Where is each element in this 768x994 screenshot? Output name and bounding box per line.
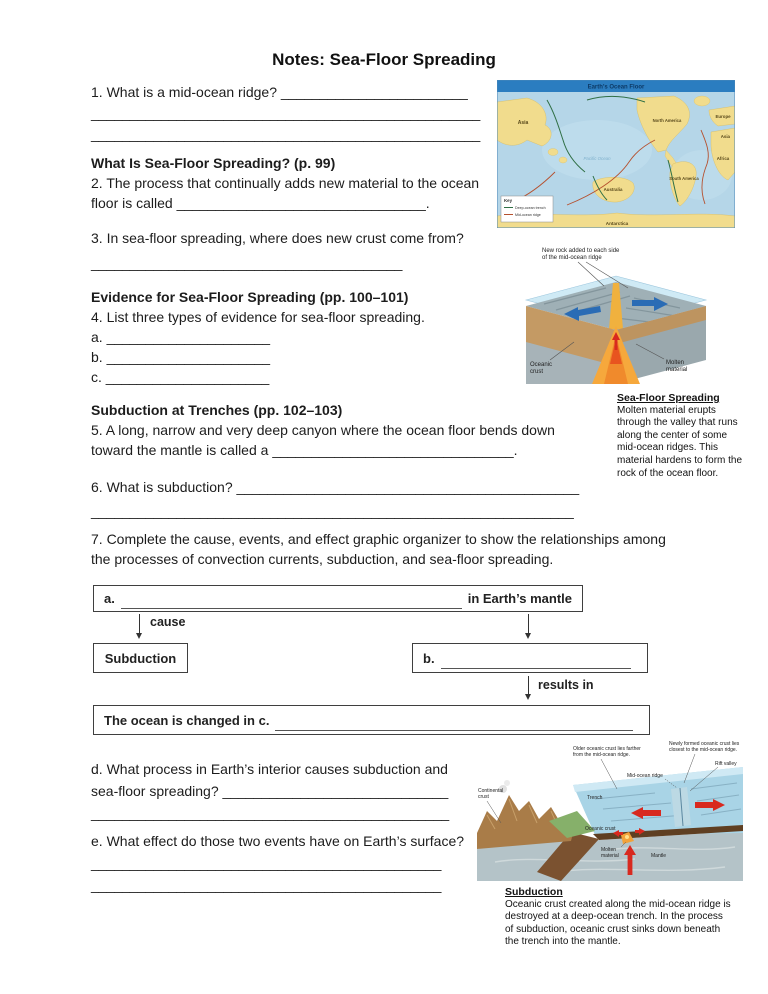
map-sea-shading [542,120,652,180]
arrow-down-icon [528,676,529,697]
question-5-text: 5. A long, narrow and very deep canyon where the ocean floor bends down [91,422,555,438]
map-label-north-america: North America [652,118,682,123]
question-3-text: 3. In sea-floor spreading, where does new crust come from? [91,230,464,246]
label-oceanic-crust: Oceanic crust [585,826,616,832]
label-oceanic-crust: Oceanic [530,362,553,368]
map-land-greenland [694,96,710,106]
sea-floor-spreading-figure [516,242,718,392]
map-key-ridge-label: Mid-ocean ridge [515,213,541,217]
map-key-title: Key [504,198,513,203]
question-4-text: 4. List three types of evidence for sea-floor spreading. [91,309,425,325]
label-older-crust: Older oceanic crust lies farther [573,746,641,752]
section-what-is-sfs [91,153,479,213]
blank-line [441,656,631,669]
map-label-asia-east: Asia [720,134,730,139]
organizer-subduction-label: Subduction [104,650,177,666]
map-label-europe: Europe [715,114,731,119]
subduction-diagram [475,737,749,883]
question-1-text: 1. What is a mid-ocean ridge? ________________________ [91,84,468,100]
question-1 [91,82,480,145]
page-title: Notes: Sea-Floor Spreading [272,50,496,69]
question-1-blank-line: __________________________________________________ [91,105,481,121]
map-label-pacific-ocean: Pacific Ocean [583,156,611,161]
section-subduction [91,400,555,460]
question-4-item-b: b. _____________________ [91,349,271,365]
question-7-text: 7. Complete the cause, events, and effect graphic organizer to show the relationships among [91,531,666,547]
map-key-trench-label: Deep-ocean trench [515,206,546,210]
label-older-crust: from the mid-ocean ridge. [573,752,630,758]
ocean-floor-map [497,80,735,228]
label-trench: Trench [587,795,603,801]
map-label-asia-west: Asia [517,120,529,126]
label-continental-crust: Continental [478,788,504,794]
map-label-south-america: South America [669,176,699,181]
label-mantle: Mantle [651,853,667,859]
map-label-australia: Australia [603,187,623,192]
question-d-text: sea-floor spreading? _____________________________ [91,783,449,799]
question-4-item-c: c. _____________________ [91,369,270,385]
organizer-box-a-suffix: in Earth’s mantle [467,591,572,606]
caption-body: Oceanic crust created along the mid-ocean ridge is destroyed at a deep-ocean trench. In the process of subduction, oceanic crust sinks down beneath the trench into the mantle. [505,898,731,948]
cause-label: cause [150,615,186,629]
caption-title: Sea-Floor Spreading [617,392,720,404]
arrow-down-icon [528,614,529,636]
label-oceanic-crust: crust [530,369,544,375]
question-3-blank-line: ________________________________________ [91,255,403,271]
map-label-africa: Africa [716,156,730,161]
question-e [91,830,464,896]
organizer-box-subduction [93,643,188,673]
label-molten-material: material [601,853,619,859]
question-6-blank-line: ______________________________________________________________ [91,503,574,519]
subduction-caption [505,886,733,949]
question-d-blank-line: ______________________________________________ [91,805,450,821]
question-e-blank-line: _____________________________________________ [91,855,442,871]
label-mid-ocean-ridge: Mid-ocean ridge [627,773,663,779]
map-key [501,196,553,222]
section-evidence [91,287,425,387]
question-7-text: the processes of convection currents, subduction, and sea-floor spreading. [91,551,554,567]
question-6 [91,475,579,523]
arrow-down-icon [139,614,140,636]
organizer-box-c-prefix: The ocean is changed in c. [104,712,270,728]
question-3 [91,226,464,276]
question-6-text: 6. What is subduction? ____________________________________________ [91,479,580,495]
sea-floor-spreading-caption [617,392,749,480]
label-molten-material: Molten [601,847,617,853]
question-2-text: floor is called ________________________________. [91,195,430,211]
map-label-antarctica: Antarctica [605,221,629,226]
label-newer-crust: Newly formed oceanic crust lies [669,741,740,747]
question-5-text: toward the mantle is called a _______________________________. [91,442,518,458]
label-new-rock: New rock added to each side [542,248,620,254]
section-heading: Subduction at Trenches (pp. 102–103) [91,402,343,418]
label-new-rock: of the mid-ocean ridge [542,255,602,261]
question-1-blank-line: __________________________________________________ [91,126,481,142]
subduction-figure [475,737,749,883]
caption-body: Molten material erupts through the valley that runs along the center of some mid-ocean ridges. This material hardens to form the rock of the ocean floor. [617,404,743,479]
organizer-box-c [93,705,650,735]
organizer-box-b-prefix: b. [423,650,435,666]
question-4-item-a: a. _____________________ [91,329,271,345]
map-land-island [548,149,558,156]
map-title: Earth’s Ocean Floor [587,84,645,91]
blank-line [275,718,633,731]
label-molten-material: Molten [666,360,685,366]
label-newer-crust: closest to the mid-ocean ridge. [669,747,738,753]
map-land-island [559,157,567,163]
organizer-box-a-prefix: a. [104,591,115,606]
question-e-blank-line: _____________________________________________ [91,877,442,893]
question-d-text: d. What process in Earth’s interior causes subduction and [91,761,448,777]
question-2-text: 2. The process that continually adds new material to the ocean [91,175,480,191]
caption-title: Subduction [505,886,563,898]
question-7 [91,529,666,569]
section-heading: What Is Sea-Floor Spreading? (p. 99) [91,155,336,171]
label-continental-crust: crust [478,794,489,800]
blank-line [121,596,462,609]
organizer-box-b [412,643,648,673]
question-e-text: e. What effect do those two events have on Earth’s surface? [91,833,465,849]
question-d [91,758,449,824]
sea-floor-spreading-diagram [516,242,718,392]
volcano-smoke [504,780,510,786]
label-molten-material: material [666,367,688,373]
organizer-box-a [93,585,583,612]
molten-material-glow [625,835,629,839]
results-in-label: results in [538,678,594,692]
section-heading: Evidence for Sea-Floor Spreading (pp. 100–101) [91,289,409,305]
label-rift-valley: Rift valley [715,761,737,767]
ocean-floor-map-figure [497,80,735,228]
